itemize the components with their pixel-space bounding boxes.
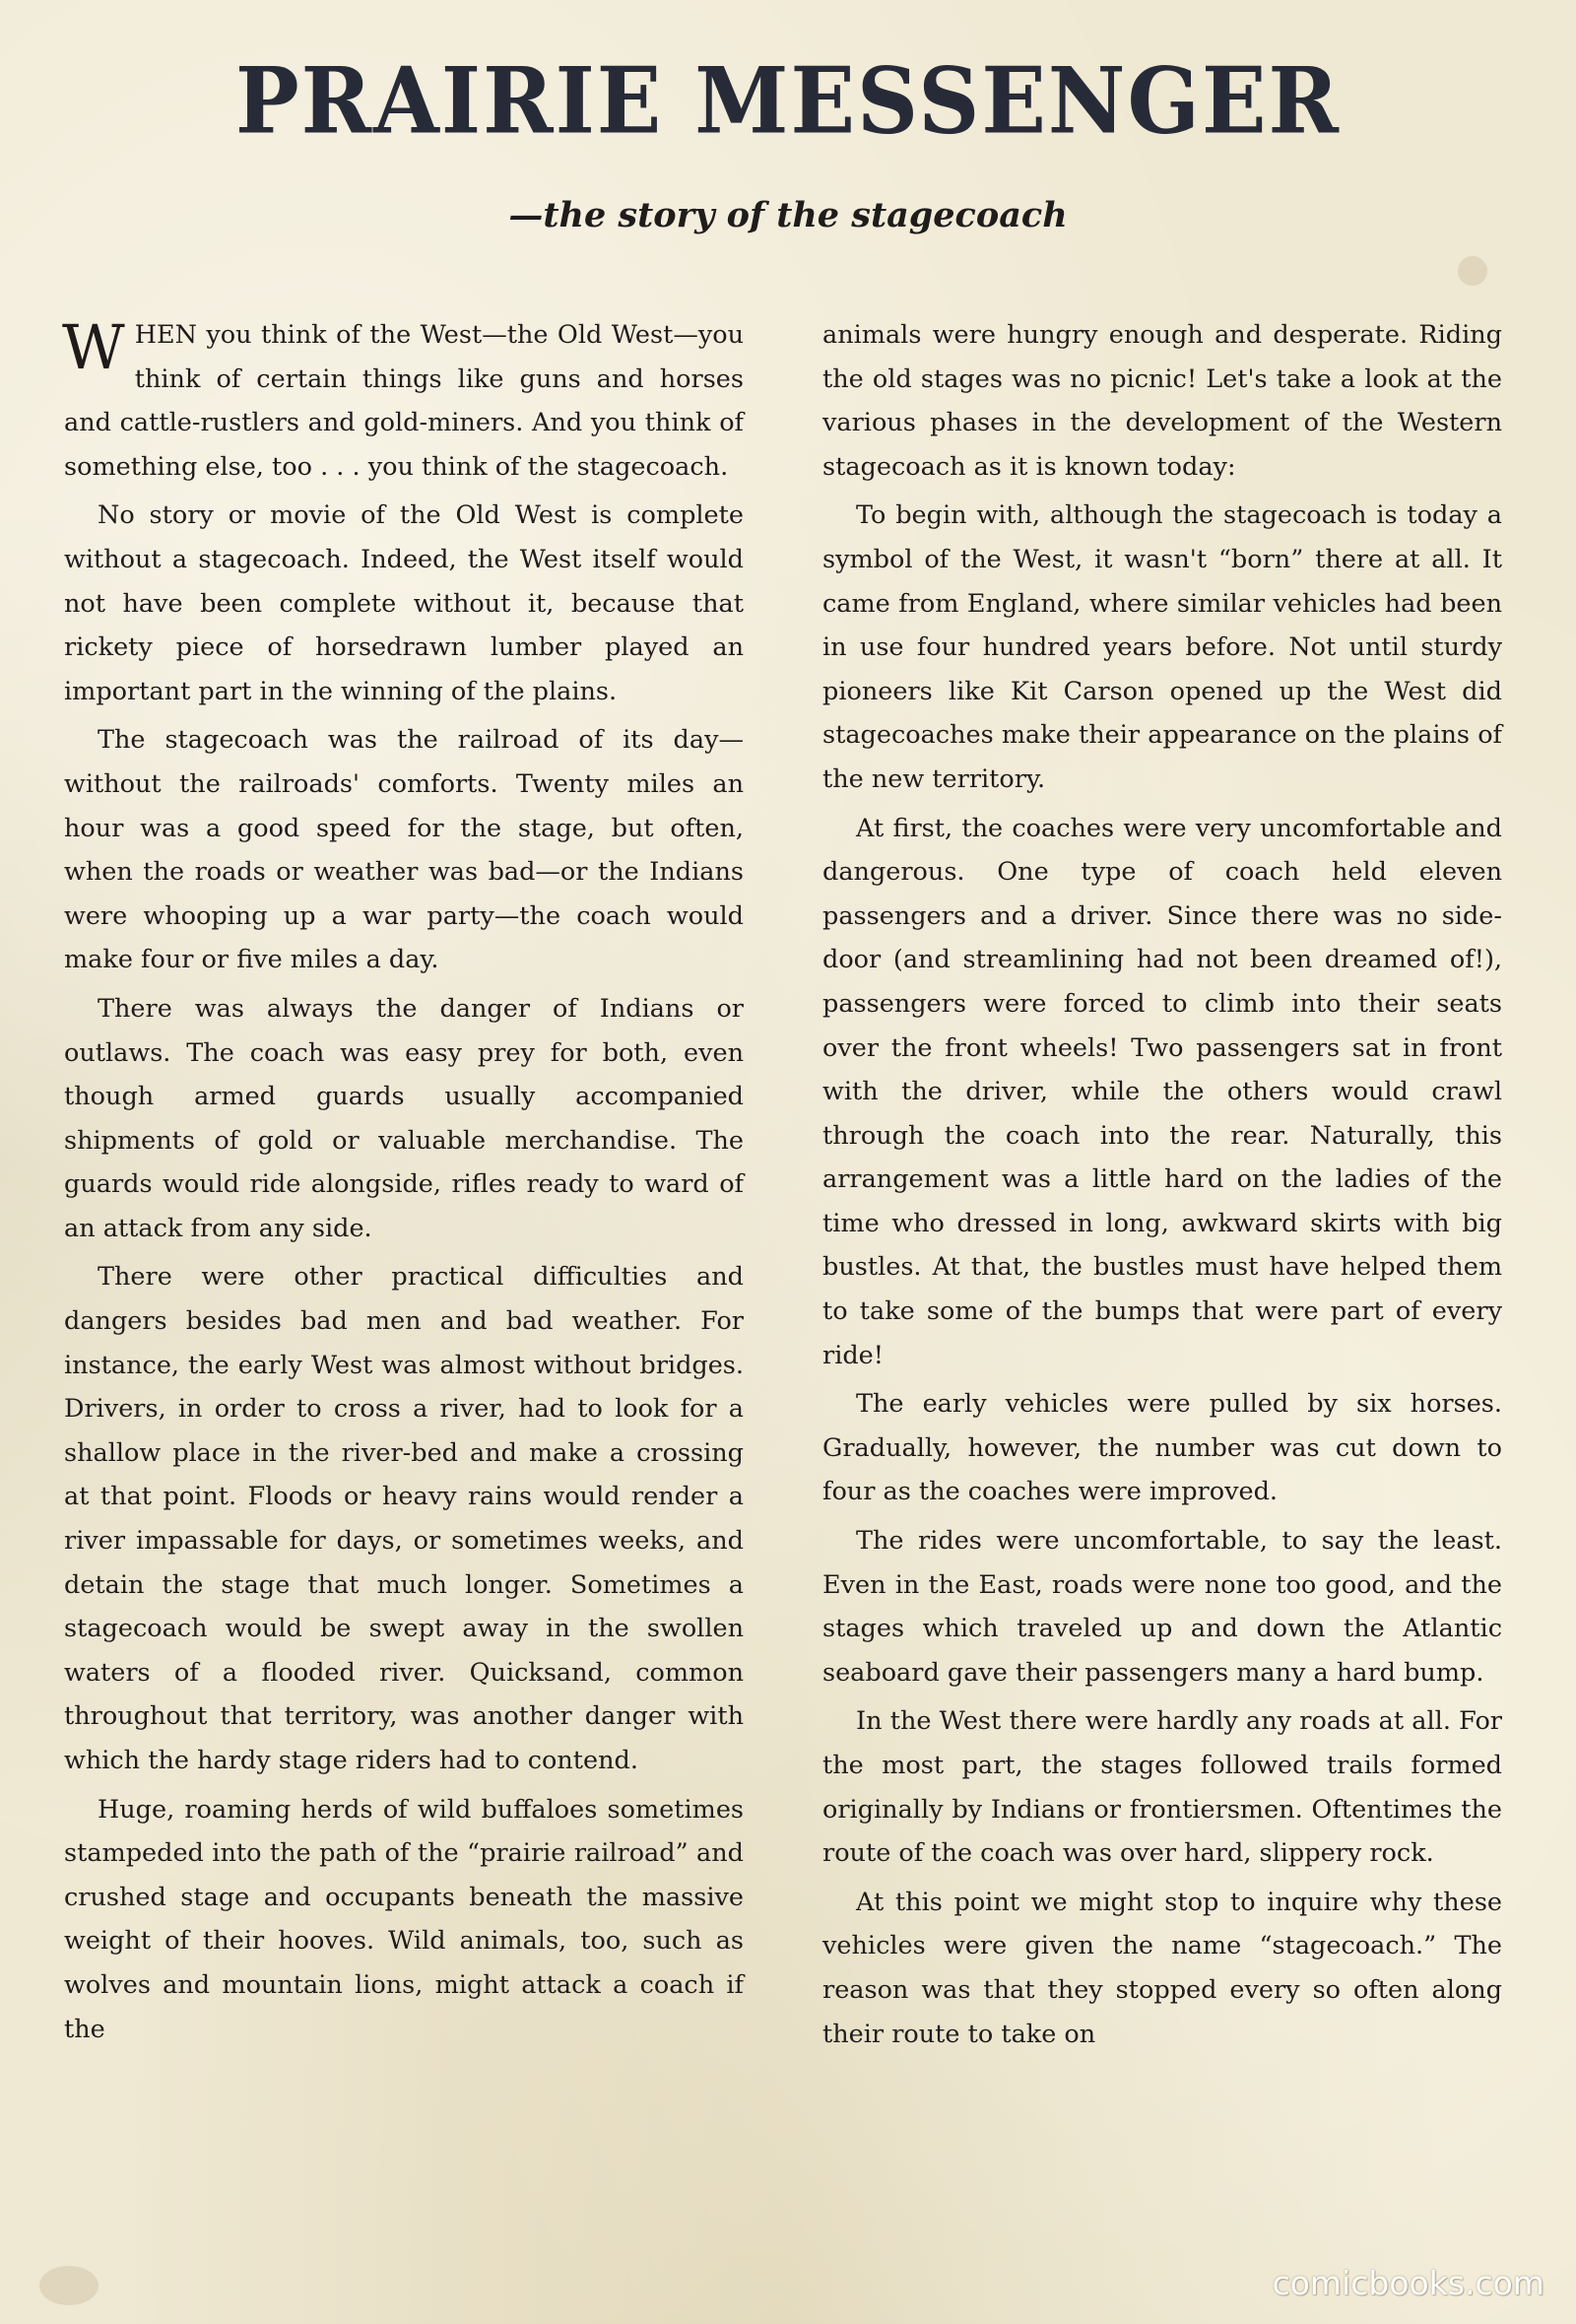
paragraph: The early vehicles were pulled by six horses. Gradually, however, the number was cut down to four as the coaches were improved. bbox=[822, 1389, 1502, 1507]
right-column bbox=[822, 313, 1502, 2061]
paragraph: At this point we might stop to inquire why these vehicles were given the name “stagecoach.” The reason was that they stopped every so often along their route to take on bbox=[822, 1887, 1502, 2049]
drop-cap: W bbox=[62, 311, 125, 383]
paragraph: At first, the coaches were very uncomfortable and dangerous. One type of coach held eleven passengers and a driver. Since there was no side-door (and streamlining had not been dreamed of!), passengers were forced to climb into their seats over the front wheels! Two passengers sat in front with the driver, while the others would crawl through the coach into the rear. Naturally, this arrangement was a little hard on the ladies of the time who dressed in long, awkward skirts with big bustles. At that, the bustles must have helped them to take some of the bumps that were part of every ride! bbox=[822, 813, 1502, 1370]
paper-stain bbox=[39, 2266, 98, 2305]
paragraph: The stagecoach was the railroad of its day—without the railroads' comforts. Twenty miles an hour was a good speed for the stage, but often, when the roads or weather was bad—or the Indians were whooping up a war party—the coach would make four or five miles a day. bbox=[64, 725, 744, 975]
left-column bbox=[64, 313, 744, 2056]
paragraph: There was always the danger of Indians or outlaws. The coach was easy prey for both, even though armed guards usually accompanied shipments of gold or valuable merchandise. The guards would ride alongside, rifles ready to ward of an attack from any side. bbox=[64, 993, 744, 1243]
paragraph: To begin with, although the stagecoach is today a symbol of the West, it wasn't “born” there at all. It came from England, where similar vehicles had been in use four hundred years before. Not until sturdy pioneers like Kit Carson opened up the West did stagecoaches make their appearance on the plains of the new territory. bbox=[822, 500, 1502, 794]
watermark: comicbooks.com bbox=[1272, 2264, 1544, 2302]
paragraph: animals were hungry enough and desperate. Riding the old stages was no picnic! Let's take a look at the various phases in the development of the Western stagecoach as it is known today: bbox=[822, 320, 1502, 482]
paragraph: In the West there were hardly any roads at all. For the most part, the stages followed trails formed originally by Indians or frontiersmen. Oftentimes the route of the coach was over hard, slippery rock. bbox=[822, 1706, 1502, 1869]
paragraph-text: HEN you think of the West—the Old West—you think of certain things like guns and horses and cattle-rustlers and gold-miners. And you think of something else, too . . . you think of the stagecoach. bbox=[64, 320, 744, 482]
paragraph: There were other practical difficulties and dangers besides bad men and bad weather. For instance, the early West was almost without bridges. Drivers, in order to cross a river, had to look for a shallow place in the river-bed and make a crossing at that point. Floods or heavy rains would render a river impassable for days, or sometimes weeks, and detain the stage that much longer. Sometimes a stagecoach would be swept away in the swollen waters of a flooded river. Quicksand, common throughout that territory, was another danger with which the hardy stage riders had to contend. bbox=[64, 1262, 744, 1775]
paragraph bbox=[64, 313, 744, 489]
article-title: PRAIRIE MESSENGER bbox=[235, 46, 1341, 156]
paragraph: The rides were uncomfortable, to say the least. Even in the East, roads were none too good, and the stages which traveled up and down the Atlantic seaboard gave their passengers many a hard bump. bbox=[822, 1526, 1502, 1688]
article-subtitle: —the story of the stagecoach bbox=[508, 195, 1068, 235]
paragraph: Huge, roaming herds of wild buffaloes sometimes stampeded into the path of the “prairie railroad” and crushed stage and occupants beneath the massive weight of their hooves. Wild animals, too, such as wolves and mountain lions, might attack a coach if the bbox=[64, 1794, 744, 2044]
paragraph: No story or movie of the Old West is complete without a stagecoach. Indeed, the West itself would not have been complete without it, because that rickety piece of horsedrawn lumber played an important part in the winning of the plains. bbox=[64, 500, 744, 706]
paper-stain bbox=[1458, 256, 1487, 286]
